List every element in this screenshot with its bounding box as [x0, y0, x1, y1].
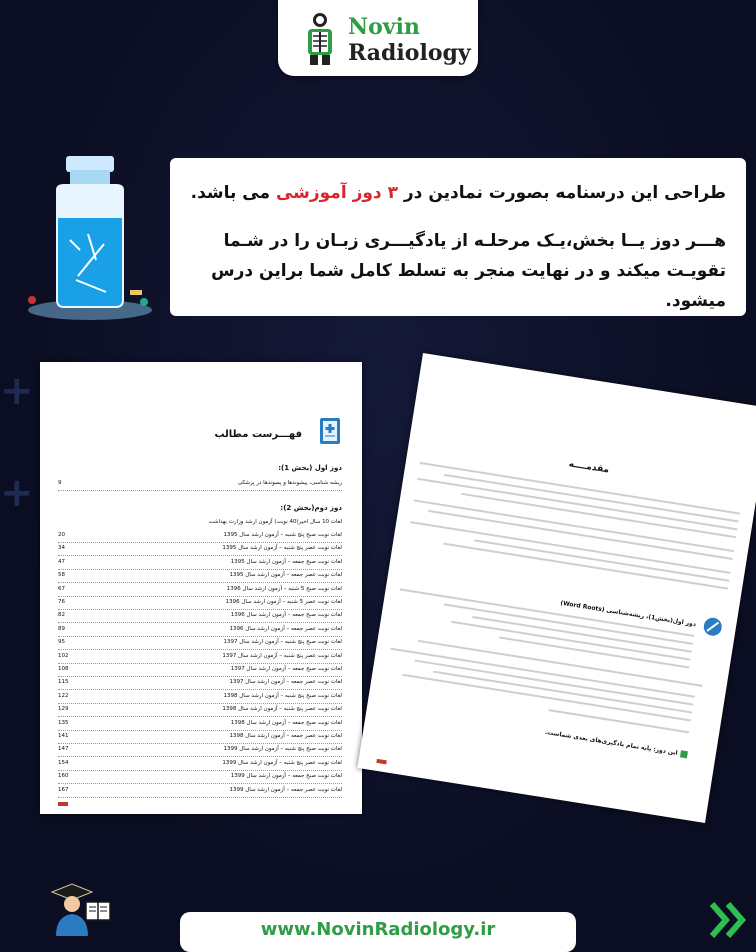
toc-row-title: لغات نوبت عصر جمعه – آزمون ارشد سال 1395: [229, 572, 342, 579]
toc-row-page: 135: [58, 719, 69, 726]
toc-row[interactable]: [58, 733, 342, 744]
intro-text-card: [170, 158, 746, 316]
vial-illustration-icon: [18, 150, 158, 325]
toc-title: فهـــرست مطالب: [214, 429, 302, 440]
toc-row-page: 129: [58, 706, 69, 713]
toc-row-title: لغات نوبت عصر 5 شنبه – آزمون ارشد سال 1396: [225, 599, 342, 605]
toc-row-title: لغات نوبت عصر جمعه – آزمون ارشد سال 1399: [229, 786, 342, 793]
toc-row[interactable]: [58, 773, 342, 784]
toc-row-title: لغات نوبت صبح جمعه – آزمون ارشد سال 1395: [230, 558, 342, 565]
page-number-mark: [58, 802, 68, 806]
toc-row-page: 9: [58, 480, 62, 486]
toc-row-title: لغات نوبت عصر جمعه – آزمون ارشد سال 1396: [229, 625, 342, 632]
toc-page: [40, 362, 362, 814]
toc-row-page: 20: [58, 532, 65, 538]
toc-row[interactable]: [58, 612, 342, 623]
decorative-plus: +: [0, 368, 34, 414]
toc-row-page: 82: [58, 612, 65, 619]
toc-row-page: 122: [58, 692, 69, 699]
toc-row-title: لغات نوبت صبح پنج شنبه – آزمون ارشد سال 1395: [223, 532, 342, 538]
toc-row[interactable]: [58, 532, 342, 543]
toc-row-page: 160: [58, 773, 69, 780]
toc-row-title: لغات نوبت عصر پنج شنبه – آزمون ارشد سال 1395: [222, 545, 342, 552]
page-number-mark: [376, 759, 387, 765]
toc-row-page: 141: [58, 733, 69, 739]
toc-row[interactable]: [58, 679, 342, 690]
toc-row-page: 67: [58, 585, 65, 592]
toc-row[interactable]: [58, 545, 342, 556]
toc-row-title: لغات نوبت عصر پنج شنبه – آزمون ارشد سال 1399: [222, 759, 342, 766]
intro-page: [357, 353, 756, 823]
toc-row-title: لغات نوبت صبح پنج شنبه – آزمون ارشد سال 1398: [223, 692, 342, 699]
toc-row-title: لغات نوبت صبح جمعه – آزمون ارشد سال 1396: [230, 612, 342, 619]
toc-row-title: لغات نوبت عصر جمعه – آزمون ارشد سال 1397: [229, 679, 342, 686]
toc-row-page: 89: [58, 625, 65, 632]
toc-row-page: 47: [58, 558, 65, 565]
toc-row-title: لغات نوبت صبح جمعه – آزمون ارشد سال 1397: [230, 666, 342, 672]
intro-page-title: مقدمــــه: [568, 459, 610, 476]
logo-badge[interactable]: [278, 0, 478, 76]
toc-section1-row[interactable]: [58, 480, 342, 491]
logo-text-bottom: Radiology: [348, 40, 471, 66]
intro-closing-text: این دوز: پایه تمام یادگیری‌های بعدی شماست.: [544, 728, 679, 757]
toc-row[interactable]: [58, 653, 342, 664]
toc-row-page: 147: [58, 746, 69, 753]
toc-row-title: لغات نوبت عصر پنج شنبه – آزمون ارشد سال 1397: [222, 652, 342, 659]
intro-line-1: [186, 178, 726, 208]
intro-highlight: ۳ دوز آموزشی: [275, 183, 398, 203]
intro-line-1-prefix: طراحی این درسنامه بصورت نمادین در: [403, 183, 726, 203]
toc-row-title: لغات نوبت صبح 5 شنبه – آزمون ارشد سال 1396: [226, 585, 342, 592]
toc-row-title: لغات نوبت صبح جمعه – آزمون ارشد سال 1399: [230, 773, 342, 780]
toc-row[interactable]: [58, 639, 342, 650]
decorative-plus: +: [0, 470, 34, 516]
toc-row[interactable]: [58, 586, 342, 597]
toc-section2-heading: دوز دوم(بخش 2):: [280, 504, 342, 512]
toc-row-title: لغات نوبت صبح پنج شنبه – آزمون ارشد سال 1397: [223, 639, 342, 646]
toc-section1-heading: دوز اول (بخش 1):: [278, 464, 342, 472]
toc-row-title: لغات نوبت صبح جمعه – آزمون ارشد سال 1398: [230, 719, 342, 726]
toc-section2-sub: لغات 10 سال اخیر(40 نوبت) آزمون ارشد وزارت بهداشت: [208, 519, 342, 525]
toc-row[interactable]: [58, 693, 342, 704]
toc-row-page: 167: [58, 786, 69, 793]
toc-row-title: ریشه شناسی، پیشوندها و پسوندها در پزشکی: [237, 480, 342, 486]
intro-line-2: هـــر دوز یــا بخش،یـک مرحلـه از یادگیـــری زبـان را در شـما تقویـت میکند و در نهایت منجر به تسلط کامل شما براین درس میشود.: [211, 231, 726, 311]
toc-row[interactable]: [58, 787, 342, 798]
toc-row-page: 102: [58, 652, 69, 659]
toc-row[interactable]: [58, 666, 342, 677]
toc-row[interactable]: [58, 599, 342, 610]
intro-closing-note: [544, 729, 688, 758]
toc-row[interactable]: [58, 720, 342, 731]
medical-book-icon: [318, 417, 342, 445]
intro-line-1-suffix: می باشد.: [190, 183, 271, 203]
logo-text-top: Novin: [348, 14, 420, 40]
toc-row-title: لغات نوبت صبح پنج شنبه – آزمون ارشد سال 1399: [223, 746, 342, 753]
word-roots-heading: دوز اول(بخش1)، ریشه‌شناسی (Word Roots): [559, 599, 697, 629]
toc-row[interactable]: [58, 746, 342, 757]
radiology-skeleton-icon: [300, 10, 340, 66]
website-link[interactable]: www.NovinRadiology.ir: [180, 912, 576, 952]
syringe-icon: [702, 616, 723, 637]
double-chevron-right-icon[interactable]: [706, 898, 750, 942]
toc-row[interactable]: [58, 706, 342, 717]
toc-row-page: 115: [58, 679, 69, 686]
toc-row-page: 95: [58, 639, 65, 646]
toc-row-page: 76: [58, 599, 65, 605]
check-icon: [680, 750, 688, 758]
toc-row[interactable]: [58, 626, 342, 637]
toc-row-page: 34: [58, 545, 65, 552]
toc-row-page: 108: [58, 666, 69, 672]
toc-row[interactable]: [58, 572, 342, 583]
toc-row-page: 58: [58, 572, 65, 579]
toc-row-page: 154: [58, 759, 69, 766]
toc-row-title: لغات نوبت عصر جمعه – آزمون ارشد سال 1398: [229, 733, 342, 739]
graduate-reading-icon: [46, 878, 112, 938]
toc-row[interactable]: [58, 760, 342, 771]
toc-row-title: لغات نوبت عصر پنج شنبه – آزمون ارشد سال 1398: [222, 706, 342, 713]
toc-row[interactable]: [58, 559, 342, 570]
